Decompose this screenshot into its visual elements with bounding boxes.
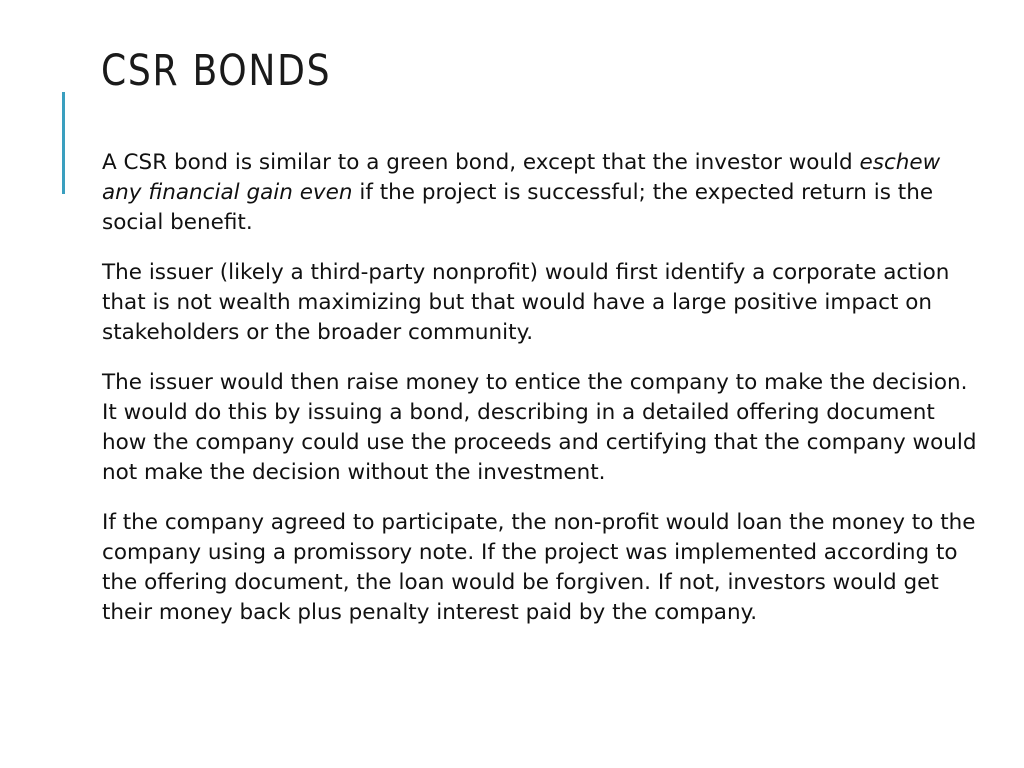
slide-body: [102, 148, 982, 648]
paragraph-4: If the company agreed to participate, the non-profit would loan the money to the company using a promissory note. If the project was implemented according to the offering document, the loan would be forgiven. If not, investors would get their money back plus penalty interest paid by the company.: [102, 510, 976, 625]
paragraph-1-text-end: if the project is successful; the expected return is the social benefit.: [102, 180, 934, 235]
paragraph-1-text-start: A CSR bond is similar to a green bond, except that the investor would: [102, 150, 860, 175]
paragraph-3: The issuer would then raise money to entice the company to make the decision. It would do this by issuing a bond, describing in a detailed offering document how the company could use the proceeds and certifying that the company would not make the decision without the investment.: [102, 370, 977, 485]
title-accent-bar: [62, 92, 65, 194]
paragraph-2: The issuer (likely a third-party nonprofit) would first identify a corporate action that is not wealth maximizing but that would have a large positive impact on stakeholders or the broader community.: [102, 260, 950, 345]
paragraph-1-emphasis: eschew any financial gain even: [102, 150, 941, 205]
paragraph-1: [102, 148, 982, 238]
slide-title: CSR BONDS: [101, 46, 332, 96]
